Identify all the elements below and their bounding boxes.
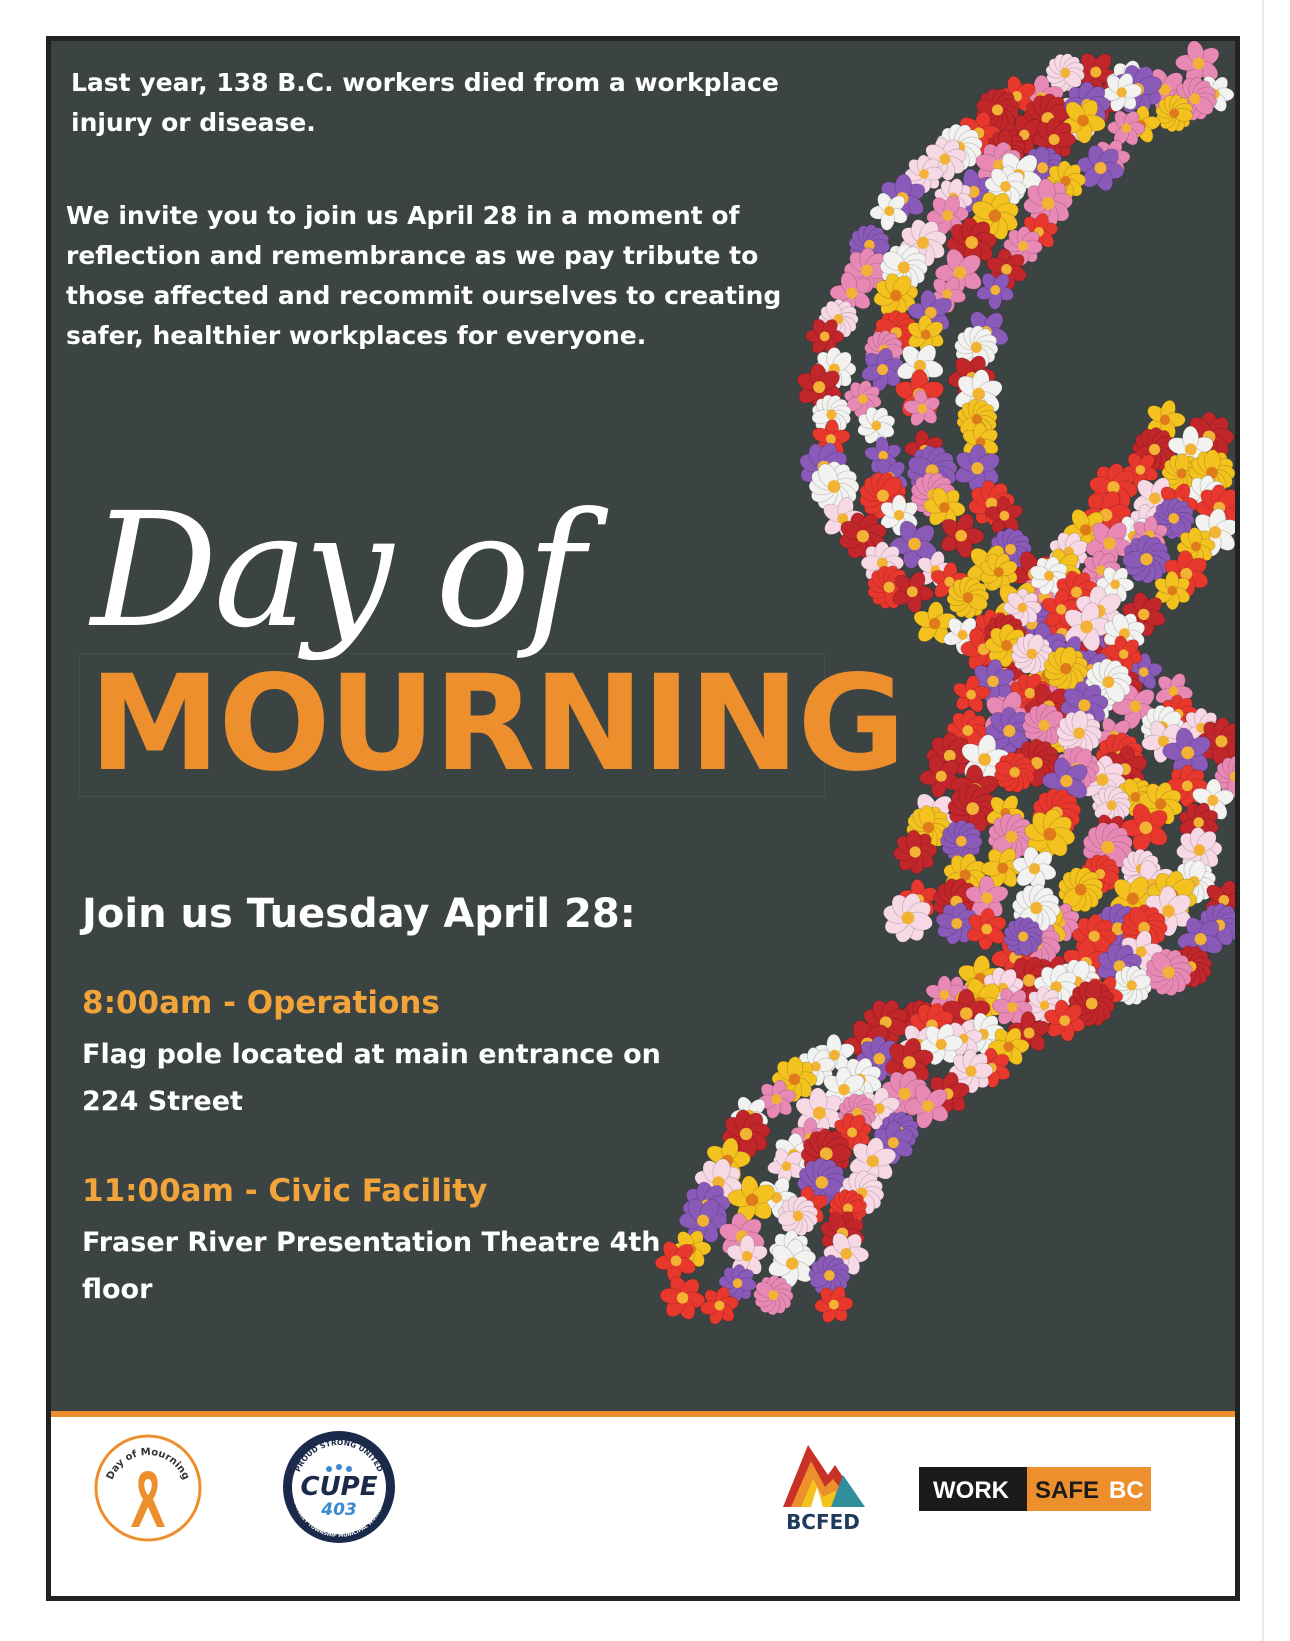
cupe-motto: PROUD STRONG UNITED bbox=[293, 1437, 385, 1474]
bcfed-logo bbox=[773, 1435, 873, 1535]
worksafebc-logo bbox=[919, 1467, 1151, 1511]
cupe-local-name: LANGLEY TOWNSHIP MUNICIPAL WORKERS bbox=[291, 1499, 387, 1540]
worksafe-safe: SAFE bbox=[1035, 1477, 1100, 1504]
title-mourning: MOURNING bbox=[89, 647, 904, 801]
worksafe-bc: BC bbox=[1109, 1477, 1144, 1504]
bcfed-wordmark: BCFED bbox=[786, 1510, 860, 1534]
worksafe-work: WORK bbox=[933, 1477, 1009, 1504]
event-location-civic-facility: Fraser River Presentation Theatre 4th floor bbox=[82, 1227, 661, 1305]
schedule-heading: Join us Tuesday April 28: bbox=[82, 891, 636, 937]
page-edge bbox=[1262, 0, 1264, 1641]
cupe-number: 403 bbox=[321, 1500, 357, 1520]
cupe-wordmark: CUPE bbox=[300, 1472, 378, 1502]
sponsor-footer bbox=[51, 1417, 1235, 1596]
day-of-mourning-badge-logo bbox=[93, 1433, 203, 1543]
event-time-civic-facility: 11:00am - Civic Facility bbox=[82, 1173, 488, 1209]
event-location-operations: Flag pole located at main entrance on 224 Street bbox=[82, 1039, 661, 1117]
intro-statistic: Last year, 138 B.C. workers died from a workplace injury or disease. bbox=[71, 68, 779, 137]
event-time-operations: 8:00am - Operations bbox=[82, 985, 440, 1021]
poster-main-panel bbox=[51, 41, 1235, 1411]
badge-text: Day of Mourning bbox=[104, 1446, 192, 1482]
cupe-403-logo bbox=[281, 1429, 397, 1545]
title-day-of: Day of bbox=[91, 479, 581, 663]
poster bbox=[46, 36, 1240, 1601]
intro-invitation: We invite you to join us April 28 in a moment of reflection and remembrance as we pay tribute to those affected and recommit ourselves to creating safer, healthier workplaces for everyone. bbox=[66, 201, 782, 350]
